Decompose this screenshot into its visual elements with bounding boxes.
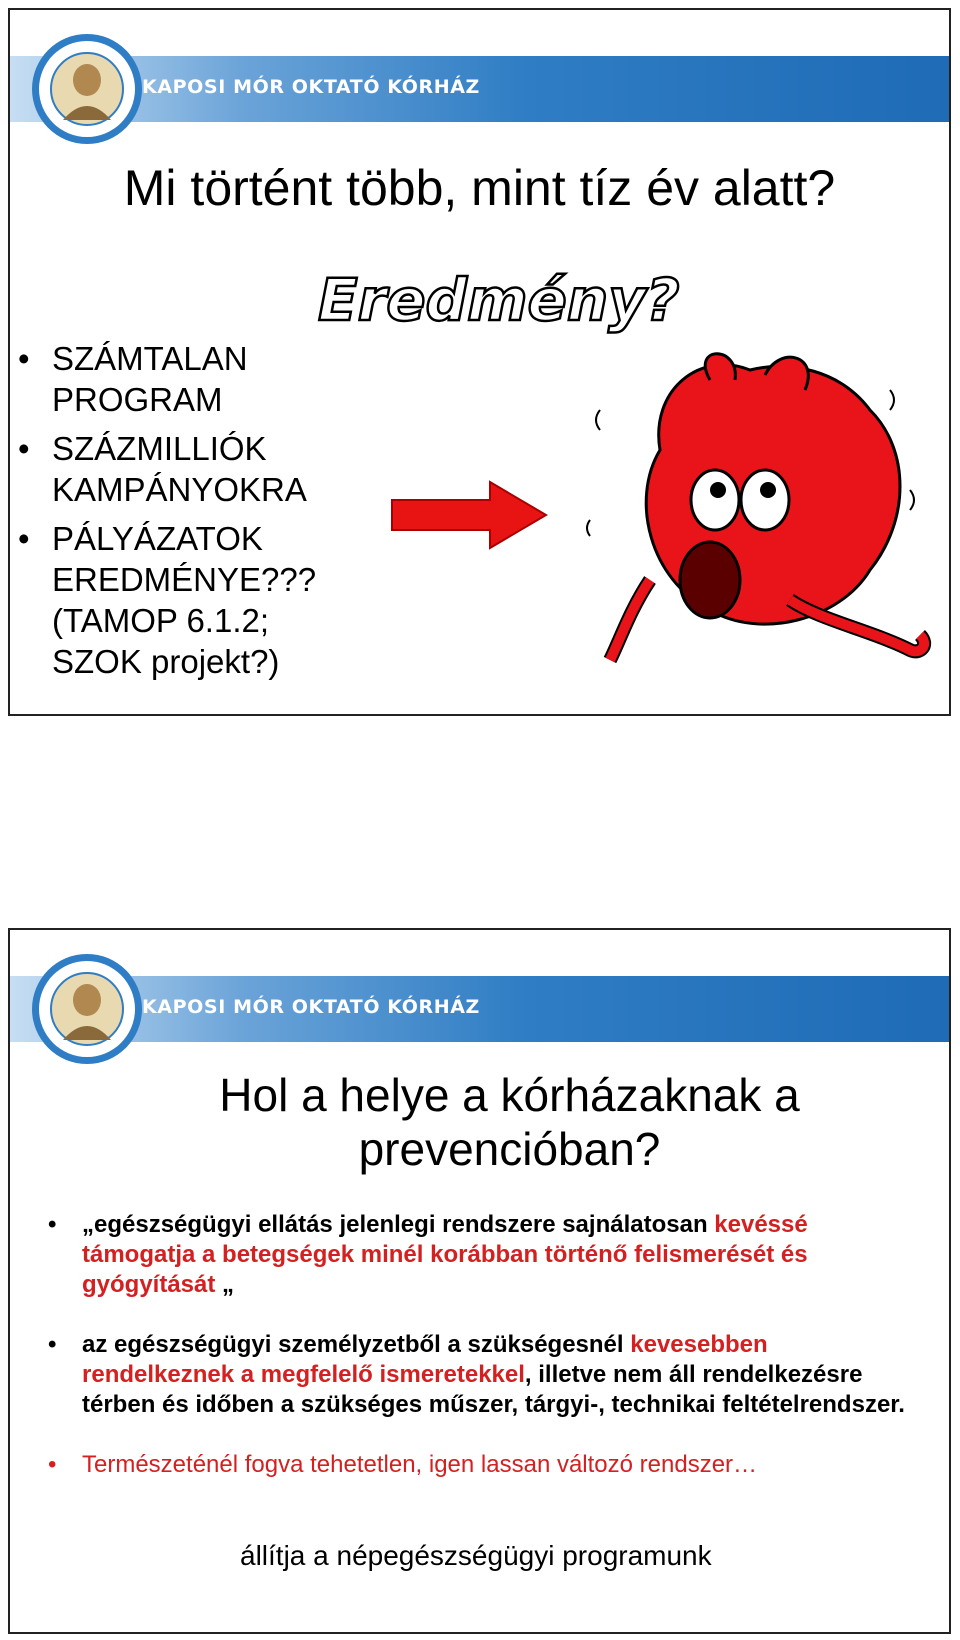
slide-1 (8, 8, 951, 716)
bullet-line: (TAMOP 6.1.2; (52, 602, 270, 639)
header-band (10, 976, 949, 1042)
bullet-item (10, 518, 390, 682)
slide-2 (8, 928, 951, 1634)
bullet-line: • PÁLYÁZATOK (52, 520, 263, 557)
bullet-text: az egészségügyi személyzetből a szükségesnél (82, 1331, 631, 1358)
hospital-seal-logo (30, 952, 144, 1066)
bullet-item (40, 1450, 920, 1480)
hospital-name: KAPOSI MÓR OKTATÓ KÓRHÁZ (142, 76, 480, 98)
eredmeny-text: Eredmény? (318, 266, 680, 334)
bullet-text-red: kevesebben rendelkeznek a megfelelő ismeretekkel (82, 1331, 768, 1388)
eredmeny-callout (310, 258, 680, 336)
slide-1-bullets (10, 338, 390, 690)
bullet-item (40, 1210, 920, 1300)
bullet-text-red: kevéssé támogatja a betegségek minél korábban történő felismerését és gyógyítását (82, 1211, 808, 1298)
slide-1-title: Mi történt több, mint tíz év alatt? (123, 160, 836, 216)
hospital-seal-logo (30, 32, 144, 146)
header-band (10, 56, 949, 122)
closing-line: állítja a népegészségügyi programunk (240, 1540, 712, 1571)
bullet-item (10, 428, 390, 510)
bullet-text: , illetve nem áll rendelkezésre térben és időben a szükséges műszer, tárgyi-, technikai feltételrendszer. (82, 1361, 905, 1418)
bullet-line: KAMPÁNYOKRA (52, 471, 307, 508)
bullet-line: • SZÁMTALAN (52, 340, 248, 377)
bullet-item (40, 1330, 920, 1420)
hospital-name: KAPOSI MÓR OKTATÓ KÓRHÁZ (142, 996, 480, 1018)
scared-heart-icon (590, 350, 950, 680)
bullet-text: „egészségügyi ellátás jelenlegi rendszere sajnálatosan (82, 1211, 715, 1238)
bullet-text: „ (215, 1271, 235, 1298)
title-line: prevencióban? (358, 1123, 661, 1175)
bullet-line: PROGRAM (52, 381, 223, 418)
slide-2-title (130, 1068, 889, 1176)
bullet-text-red: Természeténél fogva tehetetlen, igen lassan változó rendszer… (82, 1451, 758, 1478)
title-line: Hol a helye a kórházaknak a (219, 1069, 800, 1121)
bullet-line: EREDMÉNYE??? (52, 561, 317, 598)
bullet-item (10, 338, 390, 420)
slide-2-bullets (40, 1210, 920, 1510)
red-right-arrow-icon (390, 480, 550, 550)
bullet-line: SZOK projekt?) (52, 643, 280, 680)
bullet-line: • SZÁZMILLIÓK (52, 430, 267, 467)
